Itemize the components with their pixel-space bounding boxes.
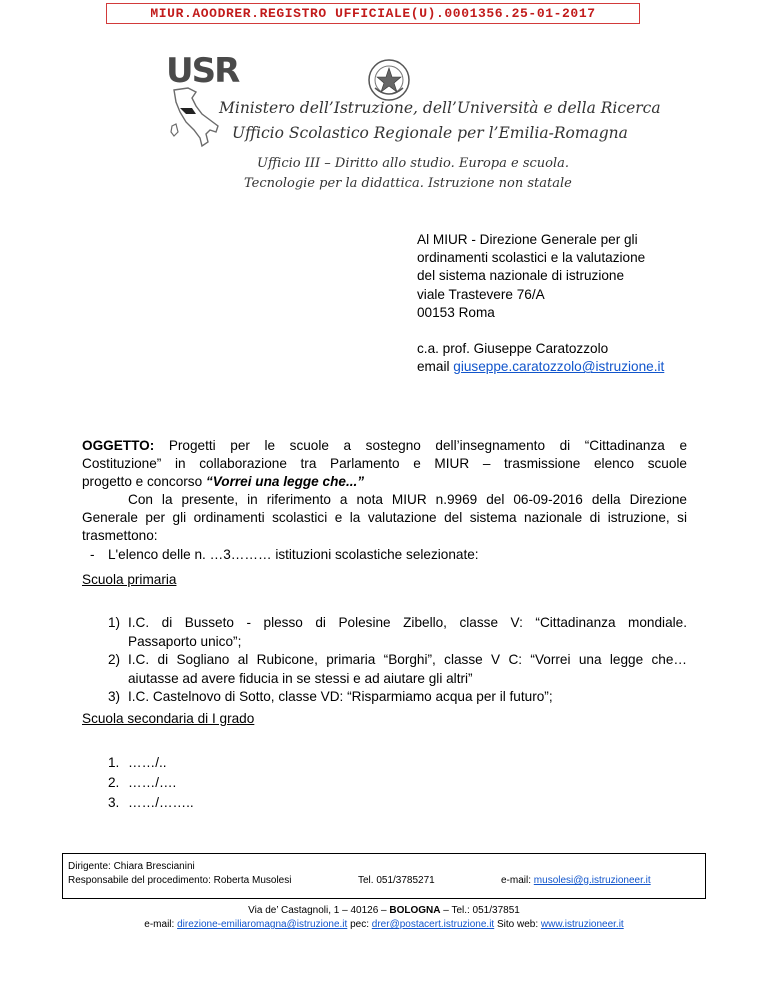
list-item	[82, 651, 687, 688]
recipient-line: viale Trastevere 76/A	[417, 286, 545, 302]
footer-contact-box	[62, 853, 706, 899]
recipient-block	[417, 231, 664, 376]
department-line-2: Tecnologie per la didattica. Istruzione non statale	[244, 176, 572, 191]
footer-pec-link[interactable]: drer@postacert.istruzione.it	[371, 919, 495, 930]
list-item-number: 3)	[108, 689, 121, 704]
footer-address	[0, 904, 768, 917]
footer-pec-label: pec:	[347, 919, 372, 930]
footer-email-row	[501, 874, 651, 887]
body-line-1: Con la presente, in riferimento a nota MIUR n.9969 del 06-09-2016 della Direzione	[128, 492, 687, 507]
bullet-dash: -	[90, 546, 95, 562]
italy-map-icon	[166, 86, 226, 156]
recipient-line: Al MIUR - Direzione Generale per gli	[417, 232, 638, 247]
footer-address-street: Via de’ Castagnoli, 1 – 40126 –	[248, 905, 390, 916]
recipient-line: ordinamenti scolastici e la valutazione	[417, 250, 646, 266]
list-item-line-1: I.C. Castelnovo di Sotto, classe VD: “Risparmiamo acqua per il futuro”;	[128, 689, 553, 704]
footer-web-label: Sito web:	[494, 919, 541, 930]
subject-label: OGGETTO:	[82, 438, 155, 453]
recipient-email-row	[417, 358, 664, 376]
list-item-number: 3.	[108, 795, 120, 810]
usr-logo	[166, 51, 239, 150]
list-item	[82, 614, 687, 651]
subject-text-3: progetto e concorso	[82, 474, 206, 490]
subject-block	[82, 437, 687, 492]
list-item-number: 2.	[108, 775, 120, 790]
bullet-text: L'elenco delle n. …3……… istituzioni scolastiche selezionate:	[108, 546, 479, 562]
recipient-ca: c.a. prof. Giuseppe Caratozzolo	[417, 341, 609, 357]
usr-logo-text: USR	[166, 51, 239, 91]
list-item-line-1: I.C. di Sogliano al Rubicone, primaria “Borghi”, classe V C: “Vorrei una legge che…	[128, 652, 687, 667]
list-item-text: ……/….	[128, 775, 177, 790]
footer-address-city: BOLOGNA	[389, 905, 441, 916]
recipient-email-link[interactable]: giuseppe.caratozzolo@istruzione.it	[453, 359, 665, 375]
bullet-item	[82, 546, 687, 564]
recipient-email-label: email	[417, 359, 454, 375]
protocol-stamp: MIUR.AOODRER.REGISTRO UFFICIALE(U).0001356.25-01-2017	[106, 3, 640, 24]
footer-email-link[interactable]: musolesi@g.istruzioneer.it	[533, 875, 651, 886]
primaria-list	[82, 614, 687, 707]
ministry-line: Ministero dell’Istruzione, dell’Università e della Ricerca	[219, 99, 661, 117]
footer-address-tel: – Tel.: 051/37851	[440, 905, 520, 916]
footer-contacts-email-label: e-mail:	[144, 919, 178, 930]
footer-web-link[interactable]: www.istruzioneer.it	[540, 919, 624, 930]
list-item-number: 1.	[108, 755, 120, 770]
recipient-line: 00153 Roma	[417, 304, 495, 320]
office-line: Ufficio Scolastico Regionale per l’Emilia-Romagna	[232, 124, 628, 142]
body-block	[82, 491, 687, 564]
footer-email-label: e-mail:	[501, 875, 534, 886]
body-line-3: trasmettono:	[82, 528, 158, 544]
list-item-line-2: aiutasse ad avere fiducia in se stessi e ad aiutare gli altri”	[128, 670, 473, 686]
body-line-2: Generale per gli ordinamenti scolastici e la valutazione del sistema nazionale di istruzione, si	[82, 510, 687, 526]
list-item	[82, 688, 687, 707]
contest-title: “Vorrei una legge che...”	[205, 474, 365, 490]
list-item-line-2: Passaporto unico”;	[128, 633, 242, 649]
footer-responsabile: Responsabile del procedimento: Roberta Musolesi	[68, 875, 292, 886]
subject-line-3	[82, 473, 687, 491]
recipient-line: del sistema nazionale di istruzione	[417, 268, 625, 284]
footer-tel: Tel. 051/3785271	[358, 875, 435, 886]
repubblica-emblem-icon	[367, 58, 411, 102]
list-item-text: ……/……..	[128, 795, 194, 810]
department-line: Ufficio III – Diritto allo studio. Europa e scuola.	[257, 156, 570, 171]
list-item-line-1: I.C. di Busseto - plesso di Polesine Zibello, classe V: “Cittadinanza mondiale.	[128, 615, 687, 630]
primaria-heading: Scuola primaria	[82, 572, 177, 587]
subject-text-1: Progetti per le scuole a sostegno dell’insegnamento di “Cittadinanza e	[154, 438, 687, 453]
footer-dirigente: Dirigente: Chiara Brescianini	[68, 861, 195, 872]
footer-contacts-email-link[interactable]: direzione-emiliaromagna@istruzione.it	[177, 919, 348, 930]
list-item-number: 1)	[108, 615, 121, 630]
secondaria-heading: Scuola secondaria di I grado	[82, 711, 255, 726]
subject-line-1	[82, 437, 687, 455]
list-item-text: ……/..	[128, 755, 167, 770]
footer-contacts	[0, 918, 768, 931]
subject-line-2: Costituzione” in collaborazione tra Parlamento e MIUR – trasmissione elenco scuole	[82, 456, 687, 472]
list-item-number: 2)	[108, 652, 121, 667]
